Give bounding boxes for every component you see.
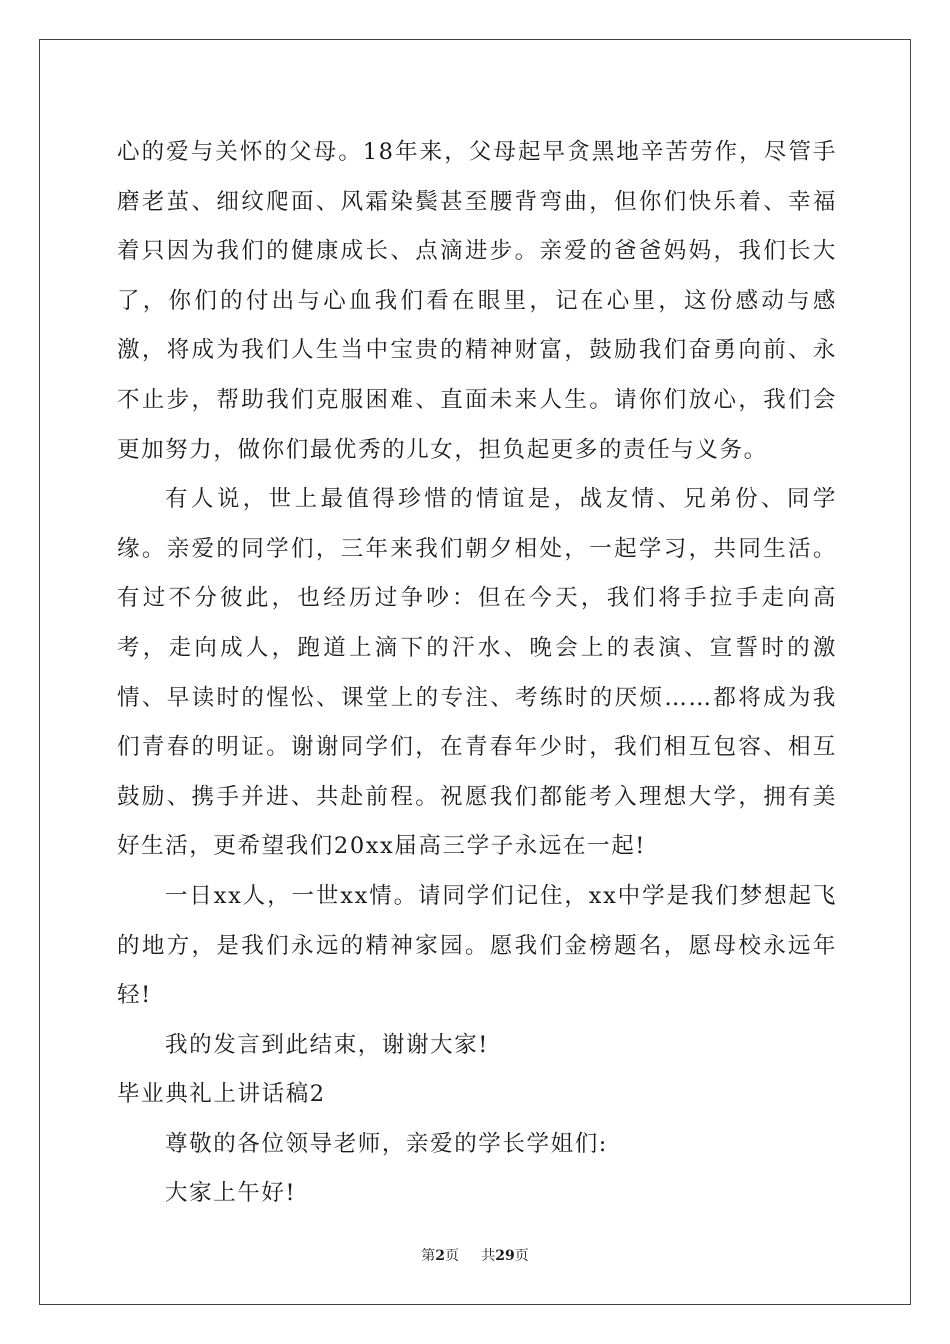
section-title: 毕业典礼上讲话稿2 bbox=[117, 1081, 326, 1108]
paragraph-4: 我的发言到此结束，谢谢大家! bbox=[165, 1031, 489, 1058]
page-total: 共29页 bbox=[481, 1248, 529, 1264]
paragraph-1: 心的爱与关怀的父母。18年来，父母起早贪黑地辛苦劳作，尽管手磨老茧、细纹爬面、风霜染鬓甚至腰背弯曲，但你们快乐着、幸福着只因为我们的健康成长、点滴进步。亲爱的爸爸妈妈，我们长大了，你们的付出与心血我们看在眼里，记在心里，这份感动与感激，将成为我们人生当中宝贵的精神财富，鼓励我们奋勇向前、永不止步，帮助我们克服困难、直面未来人生。请你们放心，我们会更加努力，做你们最优秀的儿女，担负起更多的责任与义务。 bbox=[117, 139, 837, 463]
page-number: 第2页 bbox=[421, 1248, 459, 1264]
salutation: 尊敬的各位领导老师，亲爱的学长学姐们: bbox=[165, 1130, 608, 1157]
paragraph-3: 一日xx人，一世xx情。请同学们记住，xx中学是我们梦想起飞的地方，是我们永远的精神家园。愿我们金榜题名，愿母校永远年轻! bbox=[117, 882, 837, 1009]
page-footer bbox=[0, 1246, 950, 1266]
paragraph-2: 有人说，世上最值得珍惜的情谊是，战友情、兄弟份、同学缘。亲爱的同学们，三年来我们朝夕相处，一起学习，共同生活。有过不分彼此，也经历过争吵：但在今天，我们将手拉手走向高考，走向成人，跑道上滴下的汗水、晚会上的表演、宣誓时的激情、早读时的惺忪、课堂上的专注、考练时的厌烦……都将成为我们青春的明证。谢谢同学们，在青春年少时，我们相互包容、相互鼓励、携手并进、共赴前程。祝愿我们都能考入理想大学，拥有美好生活，更希望我们20xx届高三学子永远在一起! bbox=[117, 486, 837, 860]
document-body bbox=[117, 128, 837, 1219]
greeting: 大家上午好! bbox=[165, 1180, 297, 1207]
